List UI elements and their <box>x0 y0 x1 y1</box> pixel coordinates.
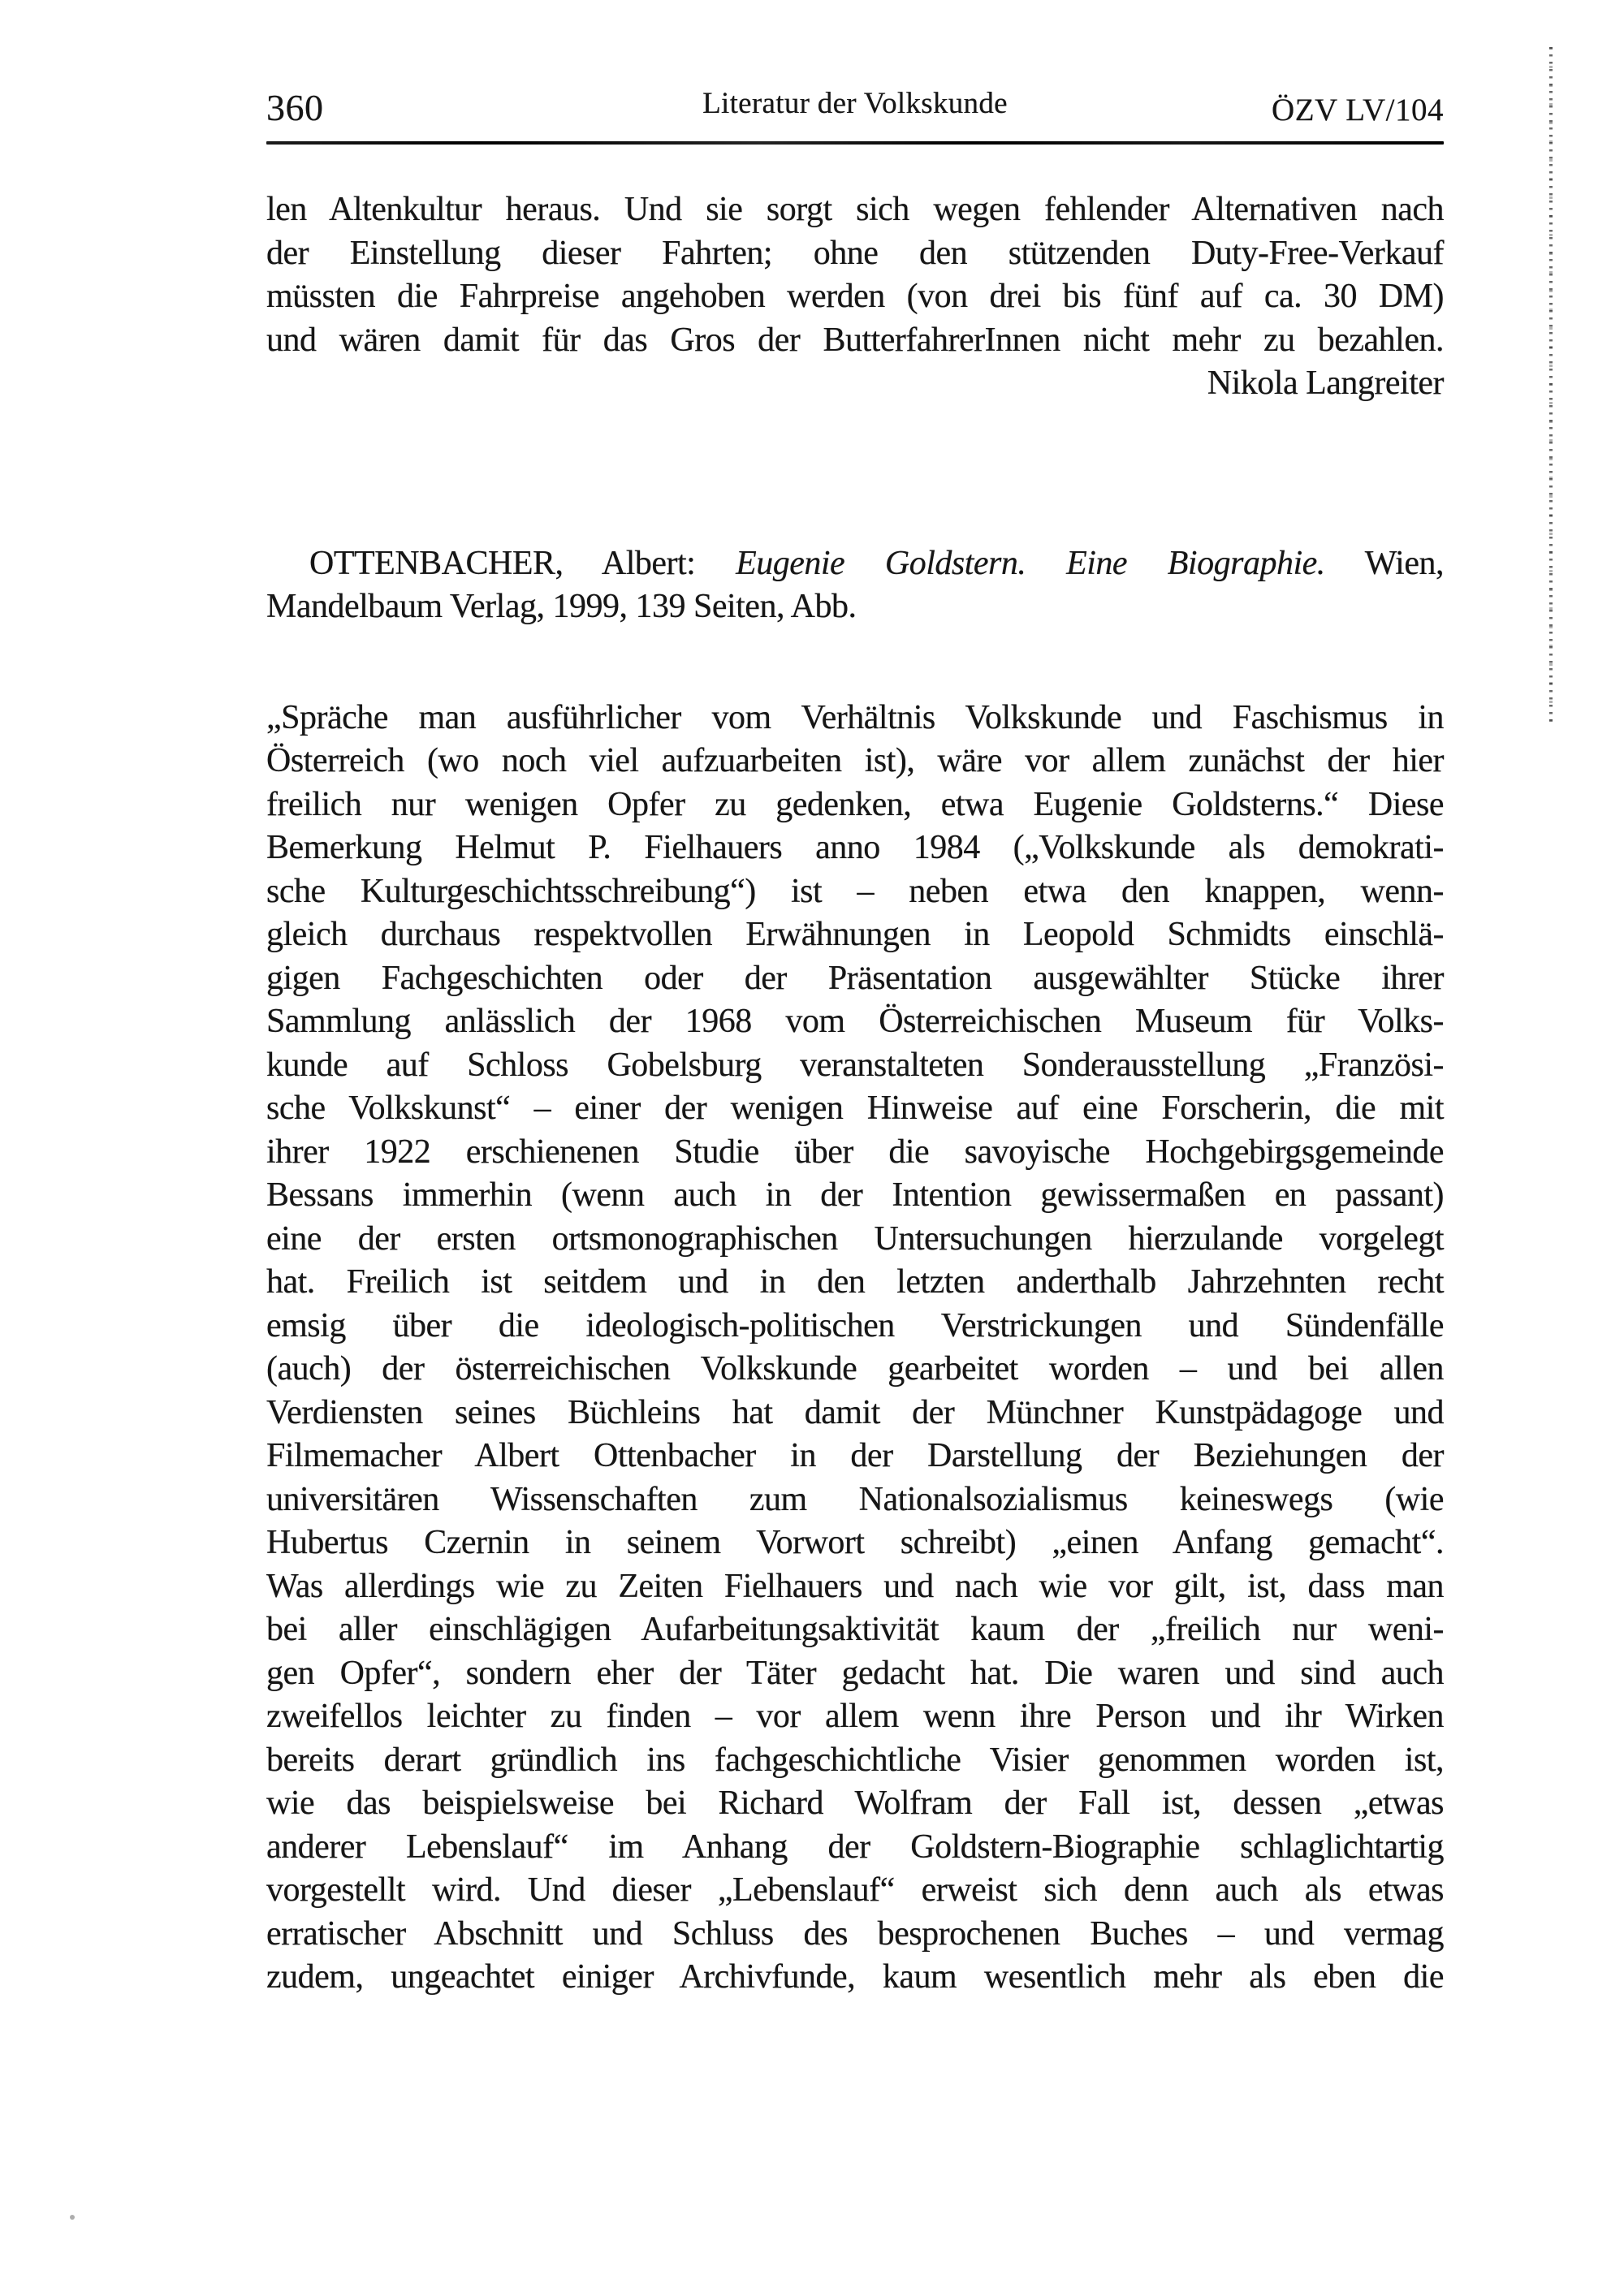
text-line: erratischer Abschnitt und Schluss des besprochenen Buches – und vermag <box>266 1914 1444 1953</box>
page-number: 360 <box>266 87 324 128</box>
text-line: anderer Lebenslauf“ im Anhang der Goldstern-Biographie schlaglichtartig <box>266 1828 1444 1866</box>
text-line: Bessans immerhin (wenn auch in der Intention gewissermaßen en passant) <box>266 1176 1444 1214</box>
text-column <box>266 86 1444 2000</box>
text-line: Was allerdings wie zu Zeiten Fielhauers und nach wie vor gilt, ist, dass man <box>266 1567 1444 1605</box>
scan-artifact-dot <box>70 2215 75 2220</box>
text-line: Filmemacher Albert Ottenbacher in der Darstellung der Beziehungen der <box>266 1437 1444 1474</box>
text-line: len Altenkultur heraus. Und sie sorgt sich wegen fehlender Alternativen nach <box>266 191 1444 228</box>
reviewer-signature: Nikola Langreiter <box>1207 365 1444 402</box>
page-header <box>266 86 1444 130</box>
text-line: kunde auf Schloss Gobelsburg veranstalteten Sonderausstellung „Französi- <box>266 1046 1444 1084</box>
text-line: vorgestellt wird. Und dieser „Lebenslauf“ erweist sich denn auch als etwas <box>266 1871 1444 1909</box>
book-citation <box>266 542 1444 629</box>
text-line: zudem, ungeachtet einiger Archivfunde, kaum wesentlich mehr als eben die <box>266 1958 1444 1996</box>
paragraph-review <box>266 697 1444 2000</box>
header-rule <box>266 141 1444 145</box>
citation-publisher-lead: Wien, <box>1324 544 1444 582</box>
text-line: der Einstellung dieser Fahrten; ohne den stützenden Duty-Free-Verkauf <box>266 234 1444 272</box>
text-line: emsig über die ideologisch-politischen Verstrickungen und Sündenfälle <box>266 1306 1444 1344</box>
text-line: Österreich (wo noch viel aufzuarbeiten ist), wäre vor allem zunächst der hier <box>266 742 1444 779</box>
running-title: Literatur der Volkskunde <box>702 87 1008 120</box>
text-line: und wären damit für das Gros der ButterfahrerInnen nicht mehr zu bezahlen. <box>266 321 1444 359</box>
text-line: wie das beispielsweise bei Richard Wolfram der Fall ist, dessen „etwas <box>266 1785 1444 1822</box>
text-line: bereits derart gründlich ins fachgeschichtliche Visier genommen worden ist, <box>266 1741 1444 1779</box>
paragraph-butterfahrten <box>266 188 1444 362</box>
text-line: freilich nur wenigen Opfer zu gedenken, etwa Eugenie Goldsterns.“ Diese <box>266 785 1444 823</box>
text-line: gen Opfer“, sondern eher der Täter gedacht hat. Die waren und sind auch <box>266 1654 1444 1692</box>
text-line: eine der ersten ortsmonographischen Untersuchungen hierzulande vorgelegt <box>266 1219 1444 1258</box>
text-line: Hubertus Czernin in seinem Vorwort schreibt) „einen Anfang gemacht“. <box>266 1524 1444 1561</box>
text-line: Sammlung anlässlich der 1968 vom Österreichischen Museum für Volks- <box>266 1003 1444 1040</box>
text-line: sche Kulturgeschichtsschreibung“) ist – neben etwa den knappen, wenn- <box>266 872 1444 910</box>
text-line: zweifellos leichter zu finden – vor allem wenn ihre Person und ihr Wirken <box>266 1698 1444 1735</box>
text-line: gleich durchaus respektvollen Erwähnungen in Leopold Schmidts einschlä- <box>266 916 1444 953</box>
citation-title: Eugenie Goldstern. Eine Biographie. <box>736 544 1325 582</box>
text-line: universitären Wissenschaften zum Nationalsozialismus keineswegs (wie <box>266 1480 1444 1518</box>
text-line: „Spräche man ausführlicher vom Verhältnis Volkskunde und Faschismus in <box>266 698 1444 736</box>
citation-author: OTTENBACHER, Albert: <box>309 544 736 582</box>
text-line: ihrer 1922 erschienenen Studie über die savoyische Hochgebirgsgemeinde <box>266 1133 1444 1171</box>
text-line: sche Volkskunst“ – einer der wenigen Hinweise auf eine Forscherin, die mit <box>266 1090 1444 1127</box>
scan-artifact-dotted-line <box>1549 47 1553 725</box>
text-line: bei aller einschlägigen Aufarbeitungsaktivität kaum der „freilich nur weni- <box>266 1611 1444 1648</box>
citation-line-2: Mandelbaum Verlag, 1999, 139 Seiten, Abb. <box>266 588 857 625</box>
citation-line-1 <box>266 542 1444 586</box>
text-line: Verdiensten seines Büchleins hat damit der Münchner Kunstpädagoge und <box>266 1393 1444 1431</box>
text-line: Bemerkung Helmut P. Fielhauers anno 1984 („Volkskunde als demokrati- <box>266 829 1444 866</box>
text-line: gigen Fachgeschichten oder der Präsentation ausgewählter Stücke ihrer <box>266 959 1444 997</box>
journal-reference: ÖZV LV/104 <box>1272 93 1444 127</box>
text-line: müssten die Fahrpreise angehoben werden (von drei bis fünf auf ca. 30 DM) <box>266 278 1444 315</box>
text-line: hat. Freilich ist seitdem und in den letzten anderthalb Jahrzehnten recht <box>266 1263 1444 1301</box>
text-line: (auch) der österreichischen Volkskunde gearbeitet worden – und bei allen <box>266 1350 1444 1388</box>
